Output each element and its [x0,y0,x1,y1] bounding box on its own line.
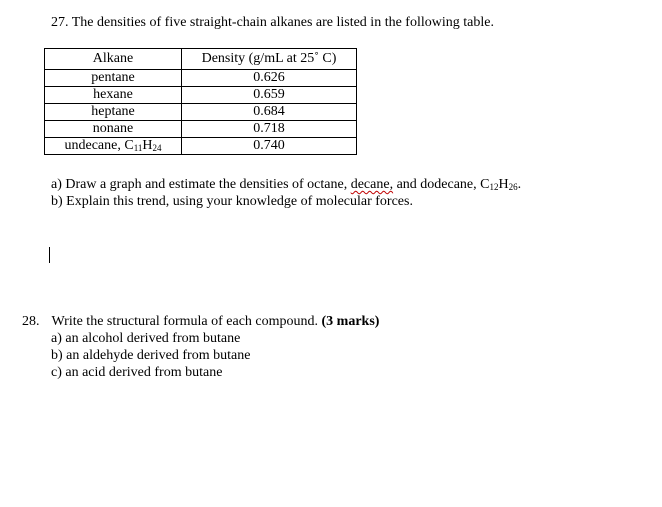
table-cell-alkane: pentane [45,70,182,87]
table-cell-density: 0.659 [182,87,357,104]
table-cell-alkane: hexane [45,87,182,104]
table-cell-density: 0.718 [182,121,357,138]
question-27-part-a: a) Draw a graph and estimate the densities of octane, decane, and dodecane, $C_{12}H_{26}$. [51,177,522,192]
question-28-prompt: 28. Write the structural formula of each compound. (3 marks) [22,314,380,329]
question-28-item-c: c) an acid derived from butane [51,365,223,380]
table-cell-alkane: heptane [45,104,182,121]
spellcheck-flagged-word[interactable]: decane, [350,177,394,192]
table-row [45,138,357,155]
table-cell-density: 0.684 [182,104,357,121]
table-cell-density: 0.740 [182,138,357,155]
question-28-item-a: a) an alcohol derived from butane [51,331,241,346]
question-27-part-b: b) Explain this trend, using your knowledge of molecular forces. [51,194,413,209]
question-28-marks: (3 marks) [321,314,380,329]
table-cell-density: 0.626 [182,70,357,87]
question-28-item-b: b) an aldehyde derived from butane [51,348,251,363]
table-header-row [45,49,357,70]
table-cell-alkane: nonane [45,121,182,138]
table-row [45,104,357,121]
question-28-number: 28. [22,314,40,329]
density-table [44,48,357,155]
table-header-alkane: Alkane [45,49,182,70]
table-row [45,121,357,138]
table-row [45,87,357,104]
table-row [45,70,357,87]
table-header-density: Density (g/mL at 25˚ C) [182,49,357,70]
text-cursor[interactable] [49,247,50,263]
table-cell-alkane: undecane, $C_{11}H_{24}$ [45,138,182,155]
question-27-prompt: 27. The densities of five straight-chain alkanes are listed in the following table. [51,15,494,30]
